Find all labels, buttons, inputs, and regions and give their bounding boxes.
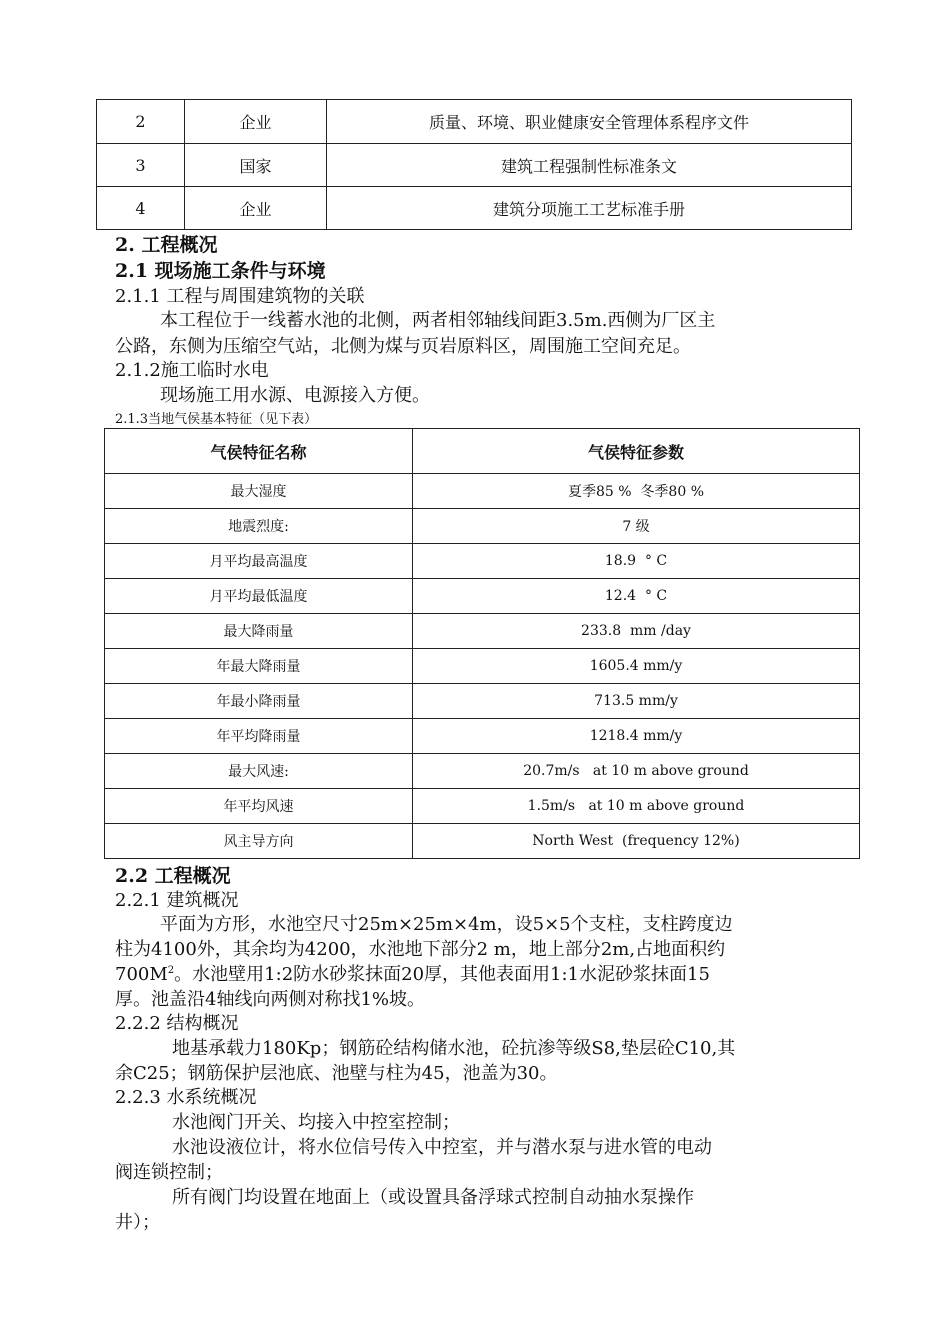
table-row <box>97 100 852 144</box>
paragraph-line: 现场施工用水源、电源接入方便。 <box>160 385 430 406</box>
climate-value-cell: 18.9 ° C <box>413 544 860 579</box>
table-row <box>105 789 860 824</box>
paragraph-line: 地基承载力180Kp；钢筋砼结构储水池，砼抗渗等级S8,垫层砼C10,其 <box>172 1038 736 1059</box>
section-2-2-title: 2.2 工程概况 <box>115 865 231 887</box>
climate-name-cell: 风主导方向 <box>105 824 413 859</box>
header-name: 气侯特征名称 <box>105 429 413 474</box>
climate-value-cell: 12.4 ° C <box>413 579 860 614</box>
climate-name-cell: 年最小降雨量 <box>105 684 413 719</box>
section-2-2-3-title: 2.2.3 水系统概况 <box>115 1087 257 1108</box>
table-row <box>105 474 860 509</box>
paragraph-line: 所有阀门均设置在地面上（或设置具备浮球式控制自动抽水泵操作 <box>172 1187 694 1208</box>
cell-number: 2 <box>97 100 185 144</box>
paragraph-line: 水池阀门开关、均接入中控室控制； <box>172 1112 460 1133</box>
table-row <box>105 509 860 544</box>
paragraph-line: 平面为方形，水池空尺寸25m×25m×4m，设5×5个支柱，支柱跨度边 <box>160 914 733 935</box>
climate-name-cell: 年平均风速 <box>105 789 413 824</box>
section-2-1-2-title: 2.1.2施工临时水电 <box>115 360 269 381</box>
paragraph-line: 井）； <box>115 1212 160 1233</box>
header-value: 气侯特征参数 <box>413 429 860 474</box>
table-row <box>105 544 860 579</box>
climate-value-cell: 713.5 mm/y <box>413 684 860 719</box>
area-value: 700M <box>115 964 168 985</box>
paragraph-line <box>115 960 710 986</box>
standards-table <box>96 99 852 230</box>
section-2-1-1-title: 2.1.1 工程与周围建筑物的关联 <box>115 286 365 307</box>
climate-name-cell: 年最大降雨量 <box>105 649 413 684</box>
table-row <box>105 754 860 789</box>
section-2-1-title: 2.1 现场施工条件与环境 <box>115 260 326 282</box>
table-row <box>105 649 860 684</box>
section-2-2-2-title: 2.2.2 结构概况 <box>115 1013 239 1034</box>
table-row <box>97 187 852 230</box>
climate-name-cell: 月平均最低温度 <box>105 579 413 614</box>
climate-value-cell: 1.5m/s at 10 m above ground <box>413 789 860 824</box>
section-2-1-3-title: 2.1.3当地气侯基本特征（见下表） <box>115 412 318 427</box>
table-row <box>105 719 860 754</box>
cell-number: 3 <box>97 144 185 187</box>
section-2-title: 2. 工程概况 <box>115 234 218 256</box>
climate-value-cell: North West (frequency 12%) <box>413 824 860 859</box>
climate-name-cell: 最大降雨量 <box>105 614 413 649</box>
paragraph-line: 柱为4100外，其余均为4200，水池地下部分2 m，地上部分2m,占地面积约 <box>115 939 726 960</box>
paragraph-line: 厚。池盖沿4轴线向两侧对称找1%坡。 <box>115 989 426 1010</box>
paragraph-line: 本工程位于一线蓄水池的北侧，两者相邻轴线间距3.5m.西侧为厂区主 <box>160 310 716 331</box>
climate-name-cell: 月平均最高温度 <box>105 544 413 579</box>
table-row <box>105 614 860 649</box>
climate-value-cell: 1605.4 mm/y <box>413 649 860 684</box>
table-row <box>105 824 860 859</box>
cell-name: 建筑工程强制性标准条文 <box>327 144 852 187</box>
area-rest: 。水池壁用1:2防水砂浆抹面20厚，其他表面用1:1水泥砂浆抹面15 <box>174 964 710 985</box>
climate-name-cell: 最大风速: <box>105 754 413 789</box>
climate-table-header <box>105 429 860 474</box>
cell-number: 4 <box>97 187 185 230</box>
climate-table <box>104 428 860 859</box>
standards-table-body <box>97 100 852 230</box>
cell-level: 国家 <box>185 144 327 187</box>
paragraph-line: 余C25；钢筋保护层池底、池壁与柱为45，池盖为30。 <box>115 1063 558 1084</box>
climate-value-cell: 20.7m/s at 10 m above ground <box>413 754 860 789</box>
climate-value-cell: 7 级 <box>413 509 860 544</box>
paragraph-line: 公路，东侧为压缩空气站，北侧为煤与页岩原料区，周围施工空间充足。 <box>115 336 691 357</box>
paragraph-line: 阀连锁控制； <box>115 1162 223 1183</box>
area-superscript: 2 <box>167 965 175 976</box>
climate-value-cell: 1218.4 mm/y <box>413 719 860 754</box>
cell-level: 企业 <box>185 187 327 230</box>
cell-level: 企业 <box>185 100 327 144</box>
climate-value-cell: 夏季85 % 冬季80 % <box>413 474 860 509</box>
table-row <box>105 579 860 614</box>
climate-name-cell: 最大湿度 <box>105 474 413 509</box>
table-row <box>97 144 852 187</box>
climate-value-cell: 233.8 mm /day <box>413 614 860 649</box>
cell-name: 质量、环境、职业健康安全管理体系程序文件 <box>327 100 852 144</box>
section-2-2-1-title: 2.2.1 建筑概况 <box>115 890 239 911</box>
climate-table-body <box>105 474 860 859</box>
table-row <box>105 684 860 719</box>
cell-name: 建筑分项施工工艺标准手册 <box>327 187 852 230</box>
climate-name-cell: 地震烈度: <box>105 509 413 544</box>
paragraph-line: 水池设液位计，将水位信号传入中控室，并与潜水泵与进水管的电动 <box>172 1137 712 1158</box>
climate-name-cell: 年平均降雨量 <box>105 719 413 754</box>
